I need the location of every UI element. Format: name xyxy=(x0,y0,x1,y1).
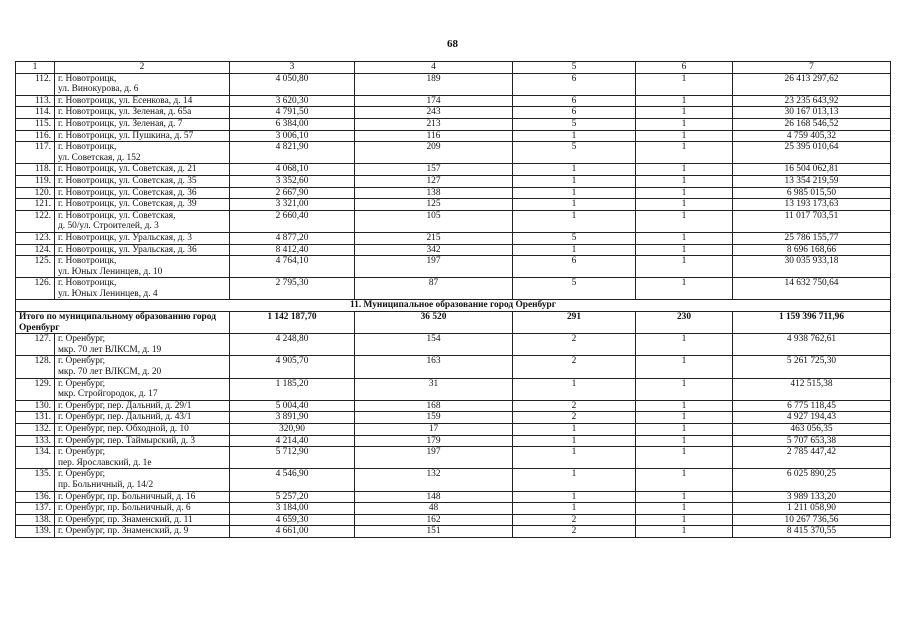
column-6-cell: 1 xyxy=(636,491,733,503)
column-5-cell: 6 xyxy=(513,256,636,278)
address-line: г. Новотроицк, ул. Пушкина, д. 57 xyxy=(58,130,194,141)
table-row xyxy=(16,469,891,491)
column-5-cell: 1 xyxy=(513,435,636,447)
row-number: 135. xyxy=(16,469,55,491)
address-line: ул. Юных Ленинцев, д. 4 xyxy=(58,288,158,299)
address-line: г. Новотроицк, ул. Есенкова, д. 14 xyxy=(58,95,193,106)
cost-cell: 26 168 546,52 xyxy=(733,118,891,130)
column-6-cell: 1 xyxy=(636,142,733,164)
residents-cell: 163 xyxy=(355,356,513,378)
area-cell: 3 006,10 xyxy=(230,130,355,142)
column-6-cell: 1 xyxy=(636,175,733,187)
total-column-5: 291 xyxy=(513,312,636,334)
residents-cell: 105 xyxy=(355,210,513,232)
address-line: г. Новотроицк, xyxy=(58,256,117,267)
column-5-cell: 1 xyxy=(513,164,636,176)
address-line: г. Новотроицк, ул. Зеленая, д. 65а xyxy=(58,107,192,118)
residents-cell: 209 xyxy=(355,142,513,164)
column-5-cell: 1 xyxy=(513,424,636,436)
column-number: 7 xyxy=(733,62,891,74)
residents-cell: 151 xyxy=(355,526,513,538)
address-cell xyxy=(55,378,230,400)
row-number: 114. xyxy=(16,107,55,119)
column-5-cell: 1 xyxy=(513,175,636,187)
column-6-cell: 1 xyxy=(636,118,733,130)
address-cell xyxy=(55,334,230,356)
column-5-cell: 1 xyxy=(513,447,636,469)
table-row xyxy=(16,356,891,378)
table-row xyxy=(16,142,891,164)
address-line: г. Оренбург, пр. Знаменский, д. 11 xyxy=(58,514,193,525)
address-line: мкр. 70 лет ВЛКСМ, д. 20 xyxy=(58,367,162,378)
address-cell xyxy=(55,278,230,300)
cost-cell: 10 267 736,56 xyxy=(733,514,891,526)
address-cell xyxy=(55,244,230,256)
cost-cell: 6 025 890,25 xyxy=(733,469,891,491)
address-line: г. Новотроицк, ул. Уральская, д. 36 xyxy=(58,244,197,255)
column-5-cell: 2 xyxy=(513,514,636,526)
address-line: пер. Ярославский, д. 1е xyxy=(58,457,152,468)
column-number: 2 xyxy=(55,62,230,74)
residents-cell: 87 xyxy=(355,278,513,300)
area-cell: 2 795,30 xyxy=(230,278,355,300)
residents-cell: 197 xyxy=(355,256,513,278)
table-row xyxy=(16,412,891,424)
address-line: д. 50/ул. Строителей, д. 3 xyxy=(58,221,159,232)
residents-cell: 154 xyxy=(355,334,513,356)
total-area: 1 142 187,70 xyxy=(230,312,355,334)
cost-cell: 16 504 062,81 xyxy=(733,164,891,176)
column-5-cell: 1 xyxy=(513,378,636,400)
column-5-cell: 5 xyxy=(513,118,636,130)
column-5-cell: 6 xyxy=(513,95,636,107)
row-number: 119. xyxy=(16,175,55,187)
column-6-cell: 1 xyxy=(636,514,733,526)
residents-cell: 159 xyxy=(355,412,513,424)
residents-cell: 179 xyxy=(355,435,513,447)
residents-cell: 132 xyxy=(355,469,513,491)
address-cell xyxy=(55,447,230,469)
column-6-cell: 1 xyxy=(636,400,733,412)
row-number: 112. xyxy=(16,73,55,95)
column-5-cell: 5 xyxy=(513,142,636,164)
page-number: 68 xyxy=(447,38,458,50)
address-cell xyxy=(55,256,230,278)
address-line: г. Оренбург, xyxy=(58,378,106,389)
column-6-cell: 1 xyxy=(636,107,733,119)
cost-cell: 13 354 219,59 xyxy=(733,175,891,187)
row-number: 125. xyxy=(16,256,55,278)
residents-cell: 174 xyxy=(355,95,513,107)
table-row xyxy=(16,175,891,187)
cost-cell: 2 785 447,42 xyxy=(733,447,891,469)
table-row xyxy=(16,199,891,211)
address-line: пр. Больничный, д. 14/2 xyxy=(58,479,154,490)
column-6-cell: 1 xyxy=(636,244,733,256)
residents-cell: 213 xyxy=(355,118,513,130)
address-line: г. Оренбург, пер. Дальний, д. 29/1 xyxy=(58,400,192,411)
address-cell xyxy=(55,232,230,244)
residents-cell: 116 xyxy=(355,130,513,142)
address-line: мкр. Стройгородок, д. 17 xyxy=(58,389,158,400)
table-row xyxy=(16,526,891,538)
cost-cell: 30 167 013,13 xyxy=(733,107,891,119)
table-row xyxy=(16,130,891,142)
section-heading-row xyxy=(16,300,891,312)
row-number: 131. xyxy=(16,412,55,424)
address-cell xyxy=(55,118,230,130)
column-5-cell: 5 xyxy=(513,278,636,300)
residents-cell: 168 xyxy=(355,400,513,412)
residents-cell: 48 xyxy=(355,503,513,515)
address-cell xyxy=(55,424,230,436)
column-6-cell: 1 xyxy=(636,199,733,211)
address-line: г. Оренбург, пр. Больничный, д. 16 xyxy=(58,491,196,502)
table-row xyxy=(16,424,891,436)
table-row xyxy=(16,187,891,199)
residents-cell: 17 xyxy=(355,424,513,436)
row-number: 122. xyxy=(16,210,55,232)
address-line: г. Оренбург, пер. Дальний, д. 43/1 xyxy=(58,412,192,423)
column-number: 3 xyxy=(230,62,355,74)
address-cell xyxy=(55,503,230,515)
address-line: г. Новотроицк, xyxy=(58,142,117,153)
column-6-cell: 1 xyxy=(636,526,733,538)
address-line: г. Оренбург, xyxy=(58,469,106,480)
residents-cell: 189 xyxy=(355,73,513,95)
cost-cell: 30 035 933,18 xyxy=(733,256,891,278)
column-6-cell: 1 xyxy=(636,424,733,436)
table-row xyxy=(16,244,891,256)
residents-cell: 197 xyxy=(355,447,513,469)
column-5-cell: 6 xyxy=(513,73,636,95)
column-6-cell: 1 xyxy=(636,73,733,95)
cost-cell: 463 056,35 xyxy=(733,424,891,436)
cost-cell: 412 515,38 xyxy=(733,378,891,400)
row-number: 137. xyxy=(16,503,55,515)
cost-cell: 23 235 643,92 xyxy=(733,95,891,107)
address-line: г. Новотроицк, ул. Советская, д. 39 xyxy=(58,199,197,210)
area-cell: 2 667,90 xyxy=(230,187,355,199)
table-row xyxy=(16,107,891,119)
row-number: 121. xyxy=(16,199,55,211)
address-cell xyxy=(55,130,230,142)
area-cell: 3 620,30 xyxy=(230,95,355,107)
area-cell: 3 891,90 xyxy=(230,412,355,424)
column-6-cell: 1 xyxy=(636,95,733,107)
cost-cell: 5 707 653,38 xyxy=(733,435,891,447)
column-6-cell: 1 xyxy=(636,130,733,142)
area-cell: 5 712,90 xyxy=(230,447,355,469)
address-line: г. Новотроицк, ул. Зеленая, д. 7 xyxy=(58,118,183,129)
table-row xyxy=(16,491,891,503)
address-line: г. Оренбург, пр. Больничный, д. 6 xyxy=(58,503,191,514)
column-5-cell: 2 xyxy=(513,400,636,412)
address-line: г. Новотроицк, ул. Советская, д. 35 xyxy=(58,175,197,186)
column-5-cell: 1 xyxy=(513,187,636,199)
address-line: ул. Юных Ленинцев, д. 10 xyxy=(58,266,163,277)
address-cell xyxy=(55,175,230,187)
cost-cell: 25 786 155,77 xyxy=(733,232,891,244)
row-number: 120. xyxy=(16,187,55,199)
column-6-cell: 1 xyxy=(636,435,733,447)
address-line: мкр. 70 лет ВЛКСМ, д. 19 xyxy=(58,344,162,355)
area-cell: 4 661,00 xyxy=(230,526,355,538)
cost-cell: 14 632 750,64 xyxy=(733,278,891,300)
table-row xyxy=(16,278,891,300)
residents-cell: 148 xyxy=(355,491,513,503)
column-6-cell: 1 xyxy=(636,503,733,515)
area-cell: 2 660,40 xyxy=(230,210,355,232)
area-cell: 4 791,50 xyxy=(230,107,355,119)
address-cell xyxy=(55,142,230,164)
area-cell: 4 068,10 xyxy=(230,164,355,176)
area-cell: 4 821,90 xyxy=(230,142,355,164)
cost-cell: 1 211 058,90 xyxy=(733,503,891,515)
address-line: г. Новотроицк, xyxy=(58,73,117,84)
address-cell xyxy=(55,199,230,211)
address-cell xyxy=(55,412,230,424)
cost-cell: 4 759 405,32 xyxy=(733,130,891,142)
row-number: 127. xyxy=(16,334,55,356)
column-5-cell: 1 xyxy=(513,210,636,232)
column-5-cell: 1 xyxy=(513,491,636,503)
table-row xyxy=(16,447,891,469)
address-line: г. Оренбург, пер. Таймырский, д. 3 xyxy=(58,435,196,446)
cost-cell: 8 415 370,55 xyxy=(733,526,891,538)
cost-cell: 4 927 194,43 xyxy=(733,412,891,424)
column-5-cell: 1 xyxy=(513,244,636,256)
cost-cell: 3 989 133,20 xyxy=(733,491,891,503)
column-5-cell: 2 xyxy=(513,334,636,356)
column-5-cell: 1 xyxy=(513,469,636,491)
area-cell: 4 248,80 xyxy=(230,334,355,356)
area-cell: 4 546,90 xyxy=(230,469,355,491)
address-line: г. Новотроицк, ул. Советская, д. 21 xyxy=(58,164,197,175)
area-cell: 6 384,00 xyxy=(230,118,355,130)
residents-cell: 342 xyxy=(355,244,513,256)
table-row xyxy=(16,435,891,447)
row-number: 117. xyxy=(16,142,55,164)
cost-cell: 6 985 015,50 xyxy=(733,187,891,199)
column-6-cell: 1 xyxy=(636,187,733,199)
table-row xyxy=(16,73,891,95)
address-cell xyxy=(55,210,230,232)
column-5-cell: 6 xyxy=(513,107,636,119)
area-cell: 4 214,40 xyxy=(230,435,355,447)
row-number: 115. xyxy=(16,118,55,130)
column-5-cell: 2 xyxy=(513,526,636,538)
area-cell: 4 877,20 xyxy=(230,232,355,244)
area-cell: 3 184,00 xyxy=(230,503,355,515)
cost-cell: 26 413 297,62 xyxy=(733,73,891,95)
table-row xyxy=(16,256,891,278)
cost-cell: 11 017 703,51 xyxy=(733,210,891,232)
residents-cell: 138 xyxy=(355,187,513,199)
column-5-cell: 1 xyxy=(513,199,636,211)
column-number: 4 xyxy=(355,62,513,74)
address-cell xyxy=(55,435,230,447)
address-cell xyxy=(55,187,230,199)
table-row xyxy=(16,334,891,356)
area-cell: 3 352,60 xyxy=(230,175,355,187)
row-number: 138. xyxy=(16,514,55,526)
address-line: г. Новотроицк, ул. Советская, xyxy=(58,210,176,221)
column-6-cell: 1 xyxy=(636,447,733,469)
total-column-6: 230 xyxy=(636,312,733,334)
column-6-cell: 1 xyxy=(636,278,733,300)
table-row xyxy=(16,210,891,232)
area-cell: 8 412,40 xyxy=(230,244,355,256)
row-number: 116. xyxy=(16,130,55,142)
column-6-cell: 1 xyxy=(636,232,733,244)
section-title: 11. Муниципальное образование город Оренбург xyxy=(16,300,891,312)
residents-cell: 215 xyxy=(355,232,513,244)
column-5-cell: 5 xyxy=(513,232,636,244)
address-cell xyxy=(55,73,230,95)
column-6-cell: 1 xyxy=(636,334,733,356)
row-number: 118. xyxy=(16,164,55,176)
address-cell xyxy=(55,526,230,538)
column-number-header-row xyxy=(16,62,891,74)
table-row xyxy=(16,164,891,176)
residents-cell: 162 xyxy=(355,514,513,526)
total-cost: 1 159 396 711,96 xyxy=(733,312,891,334)
table-row xyxy=(16,232,891,244)
row-number: 139. xyxy=(16,526,55,538)
column-5-cell: 1 xyxy=(513,503,636,515)
cost-cell: 13 193 173,63 xyxy=(733,199,891,211)
total-row xyxy=(16,312,891,334)
table-row xyxy=(16,400,891,412)
row-number: 126. xyxy=(16,278,55,300)
area-cell: 4 659,30 xyxy=(230,514,355,526)
address-line: ул. Советская, д. 152 xyxy=(58,152,141,163)
residents-cell: 157 xyxy=(355,164,513,176)
address-line: г. Оренбург, xyxy=(58,447,106,458)
residents-cell: 127 xyxy=(355,175,513,187)
column-6-cell: 1 xyxy=(636,210,733,232)
table-row xyxy=(16,95,891,107)
table-row xyxy=(16,514,891,526)
row-number: 128. xyxy=(16,356,55,378)
address-line: г. Новотроицк, xyxy=(58,278,117,289)
area-cell: 3 321,00 xyxy=(230,199,355,211)
table-row xyxy=(16,503,891,515)
column-5-cell: 1 xyxy=(513,130,636,142)
row-number: 132. xyxy=(16,424,55,436)
column-number: 6 xyxy=(636,62,733,74)
address-cell xyxy=(55,469,230,491)
row-number: 130. xyxy=(16,400,55,412)
column-number: 1 xyxy=(16,62,55,74)
address-cell xyxy=(55,107,230,119)
cost-cell: 25 395 010,64 xyxy=(733,142,891,164)
residents-cell: 243 xyxy=(355,107,513,119)
row-number: 124. xyxy=(16,244,55,256)
address-cell xyxy=(55,491,230,503)
address-cell xyxy=(55,95,230,107)
column-5-cell: 2 xyxy=(513,356,636,378)
column-6-cell: 1 xyxy=(636,378,733,400)
table-row xyxy=(16,378,891,400)
area-cell: 5 257,20 xyxy=(230,491,355,503)
column-6-cell: 1 xyxy=(636,356,733,378)
column-6-cell: 1 xyxy=(636,412,733,424)
row-number: 113. xyxy=(16,95,55,107)
area-cell: 320,90 xyxy=(230,424,355,436)
row-number: 133. xyxy=(16,435,55,447)
housing-registry-table xyxy=(15,61,891,538)
address-line: г. Оренбург, пер. Обходной, д. 10 xyxy=(58,424,189,434)
address-line: г. Оренбург, xyxy=(58,356,106,367)
cost-cell: 8 696 168,66 xyxy=(733,244,891,256)
address-cell xyxy=(55,356,230,378)
address-cell xyxy=(55,164,230,176)
column-number: 5 xyxy=(513,62,636,74)
address-line: г. Оренбург, xyxy=(58,334,106,345)
total-label: Итого по муниципальному образованию город Оренбург xyxy=(16,312,230,334)
cost-cell: 4 938 762,61 xyxy=(733,334,891,356)
area-cell: 4 764,10 xyxy=(230,256,355,278)
area-cell: 5 004,40 xyxy=(230,400,355,412)
column-6-cell: 1 xyxy=(636,164,733,176)
total-residents: 36 520 xyxy=(355,312,513,334)
area-cell: 1 185,20 xyxy=(230,378,355,400)
table-row xyxy=(16,118,891,130)
address-cell xyxy=(55,514,230,526)
cost-cell: 6 775 118,45 xyxy=(733,400,891,412)
address-line: г. Новотроицк, ул. Советская, д. 36 xyxy=(58,187,197,198)
residents-cell: 125 xyxy=(355,199,513,211)
row-number: 134. xyxy=(16,447,55,469)
row-number: 123. xyxy=(16,232,55,244)
residents-cell: 31 xyxy=(355,378,513,400)
column-5-cell: 2 xyxy=(513,412,636,424)
area-cell: 4 050,80 xyxy=(230,73,355,95)
row-number: 129. xyxy=(16,378,55,400)
address-line: г. Новотроицк, ул. Уральская, д. 3 xyxy=(58,232,192,243)
row-number: 136. xyxy=(16,491,55,503)
column-6-cell: 1 xyxy=(636,469,733,491)
address-cell xyxy=(55,400,230,412)
column-6-cell: 1 xyxy=(636,256,733,278)
address-line: г. Оренбург, пр. Знаменский, д. 9 xyxy=(58,526,189,537)
cost-cell: 5 261 725,30 xyxy=(733,356,891,378)
area-cell: 4 905,70 xyxy=(230,356,355,378)
address-line: ул. Винокурова, д. 6 xyxy=(58,84,139,95)
